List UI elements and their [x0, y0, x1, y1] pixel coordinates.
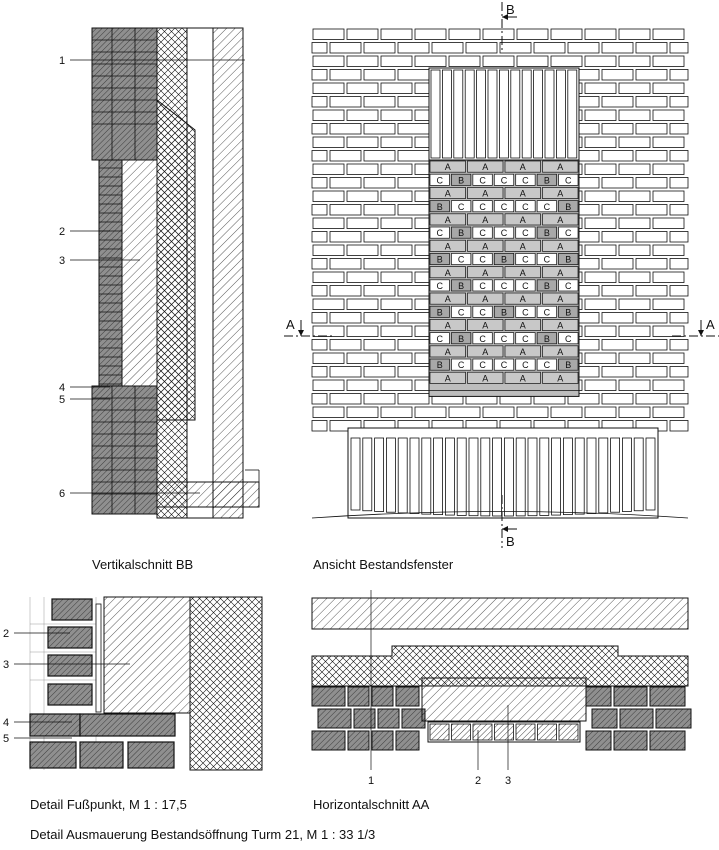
infill-brick-label: C	[565, 175, 572, 186]
infill-brick-label: C	[522, 228, 529, 239]
infill-brick-label: A	[519, 215, 526, 225]
infill-brick-label: C	[565, 281, 572, 291]
caption-horizontal-section: Horizontalschnitt AA	[313, 797, 430, 812]
infill-brick-label: B	[500, 254, 508, 265]
infill-brick-label: A	[444, 162, 451, 173]
infill-brick-label: C	[436, 175, 443, 186]
infill-brick-label: A	[482, 188, 489, 199]
h-infill-bricks	[428, 722, 580, 742]
callout-v2: 2	[58, 226, 66, 238]
infill-brick-label: C	[436, 281, 443, 291]
infill-brick-label: B	[565, 254, 572, 265]
infill-brick-label: C	[500, 175, 508, 186]
infill-brick-label: C	[500, 333, 508, 344]
infill-brick-label: B	[458, 175, 465, 186]
infill-brick-label: B	[458, 333, 465, 344]
infill-brick-label: A	[444, 347, 451, 357]
callout-v4: 4	[58, 382, 66, 394]
infill-brick-label: A	[444, 215, 451, 225]
infill-brick-label: A	[557, 347, 564, 357]
infill-brick-label: A	[444, 241, 451, 252]
infill-brick-label: C	[565, 228, 572, 239]
infill-brick-label: C	[457, 360, 465, 371]
infill-brick-label: C	[457, 201, 465, 212]
infill-brick-label: B	[565, 201, 572, 212]
callout-d3: 3	[2, 659, 10, 671]
infill-brick-label: C	[522, 175, 529, 186]
callout-h1: 1	[367, 775, 375, 787]
infill-brick-label: C	[543, 254, 551, 265]
callout-v1: 1	[58, 55, 66, 67]
infill-brick-label: A	[519, 320, 526, 331]
infill-brick-label: C	[522, 201, 529, 212]
infill-brick-label: A	[444, 188, 451, 199]
infill-brick-label: A	[482, 320, 489, 331]
infill-brick-pattern	[429, 160, 579, 396]
caption-vertical-section: Vertikalschnitt BB	[92, 557, 194, 572]
infill-brick-label: C	[479, 254, 486, 265]
infill-brick-label: C	[543, 307, 551, 318]
horizontal-section	[312, 590, 691, 787]
infill-brick-label: C	[543, 360, 551, 371]
callout-h2: 2	[474, 775, 482, 787]
infill-brick-label: B	[543, 281, 550, 291]
callout-v5: 5	[58, 394, 66, 406]
caption-elevation: Ansicht Bestandsfenster	[313, 557, 454, 572]
detail-infill-3	[104, 597, 190, 713]
callout-d2: 2	[2, 628, 10, 640]
infill-brick-label: C	[565, 333, 572, 344]
section-label-b-top: B	[506, 2, 515, 17]
infill-brick-label: B	[436, 360, 443, 371]
upper-masonry	[92, 28, 157, 160]
infill-brick-label: A	[519, 373, 526, 384]
section-label-b-bottom: B	[506, 534, 515, 549]
infill-brick-label: A	[557, 320, 564, 331]
infill-brick-label: A	[444, 267, 451, 278]
vertical-section	[59, 28, 259, 518]
caption-overall: Detail Ausmauerung Bestandsöffnung Turm 21, M 1 : 33 1/3	[30, 827, 376, 842]
infill-brick-label: A	[557, 162, 564, 173]
elevation	[284, 2, 719, 549]
sill-6	[157, 482, 259, 507]
infill-brick-label: C	[479, 307, 486, 318]
infill-brick-label: C	[457, 307, 465, 318]
infill-brick-label: C	[479, 175, 486, 186]
infill-brick-label: A	[444, 320, 451, 331]
infill-brick-label: A	[482, 215, 489, 225]
infill-brick-label: A	[519, 241, 526, 252]
lintel-cross	[157, 100, 195, 420]
infill-brick-label: A	[557, 267, 564, 278]
h-inner-wall	[312, 598, 688, 629]
infill-brick-label: A	[557, 373, 564, 384]
section-label-a-left: A	[286, 317, 295, 332]
infill-brick-label: C	[522, 254, 529, 265]
infill-brick-label: A	[519, 347, 526, 357]
infill-brick-label: A	[519, 267, 526, 278]
h-infill-3	[422, 678, 586, 721]
callout-d4: 4	[2, 717, 10, 729]
infill-brick-label: C	[500, 228, 508, 239]
infill-brick-label: C	[479, 228, 486, 239]
callout-h3: 3	[504, 775, 512, 787]
infill-brick-label: A	[557, 215, 564, 225]
infill-brick-label: B	[436, 254, 443, 265]
infill-brick-label: B	[458, 228, 465, 239]
infill-brick-label: B	[543, 333, 550, 344]
infill-brick-label: C	[500, 360, 508, 371]
detail-base	[3, 597, 262, 770]
infill-brick-label: A	[557, 241, 564, 252]
detail-callouts	[3, 628, 9, 745]
infill-brick-label: C	[522, 360, 529, 371]
infill-brick-label: C	[436, 228, 443, 239]
detail-existing-wall	[190, 597, 262, 770]
infill-brick-label: A	[482, 241, 489, 252]
infill-brick-label: B	[436, 201, 443, 212]
infill-brick-label: B	[436, 307, 443, 318]
caption-detail-base: Detail Fußpunkt, M 1 : 17,5	[30, 797, 187, 812]
infill-brick-label: B	[543, 175, 550, 186]
infill-brick-label: C	[479, 360, 486, 371]
infill-brick-label: A	[482, 347, 489, 357]
infill-brick-label: C	[479, 333, 486, 344]
infill-brick-label: B	[565, 360, 572, 371]
infill-brick-label: A	[519, 188, 526, 199]
callout-v3: 3	[58, 255, 66, 267]
infill-brick-label: A	[444, 294, 451, 305]
infill-brick-label: C	[457, 254, 465, 265]
infill-brick-label: A	[482, 162, 489, 173]
lower-masonry	[92, 386, 157, 514]
infill-brick-label: A	[557, 188, 564, 199]
vertical-callouts	[59, 55, 65, 500]
callout-v6: 6	[58, 488, 66, 500]
inner-wall	[213, 28, 243, 518]
infill-brick-label: C	[479, 281, 486, 291]
infill-brick-label: C	[479, 201, 486, 212]
infill-brick-label: A	[557, 294, 564, 305]
infill-brick-label: C	[522, 307, 529, 318]
infill-brick-label: B	[543, 228, 550, 239]
infill-brick-2	[99, 160, 122, 386]
infill-brick-label: A	[482, 373, 489, 384]
h-callouts	[368, 775, 511, 787]
infill-brick-label: C	[522, 281, 529, 291]
section-label-a-right: A	[706, 317, 715, 332]
infill-brick-label: C	[500, 281, 508, 291]
infill-brick-label: A	[519, 294, 526, 305]
infill-brick-label: C	[543, 201, 551, 212]
soldier-course-bottom	[312, 438, 688, 518]
infill-brick-label: A	[444, 373, 451, 384]
infill-brick-label: C	[522, 333, 529, 344]
infill-brick-label: A	[482, 267, 489, 278]
infill-brick-label: B	[500, 307, 508, 318]
infill-brick-label: C	[500, 201, 508, 212]
infill-brick-label: B	[565, 307, 572, 318]
infill-brick-label: B	[458, 281, 465, 291]
infill-brick-label: C	[436, 333, 443, 344]
infill-brick-label: A	[482, 294, 489, 305]
callout-d5: 5	[2, 733, 10, 745]
infill-brick-label: A	[519, 162, 526, 173]
